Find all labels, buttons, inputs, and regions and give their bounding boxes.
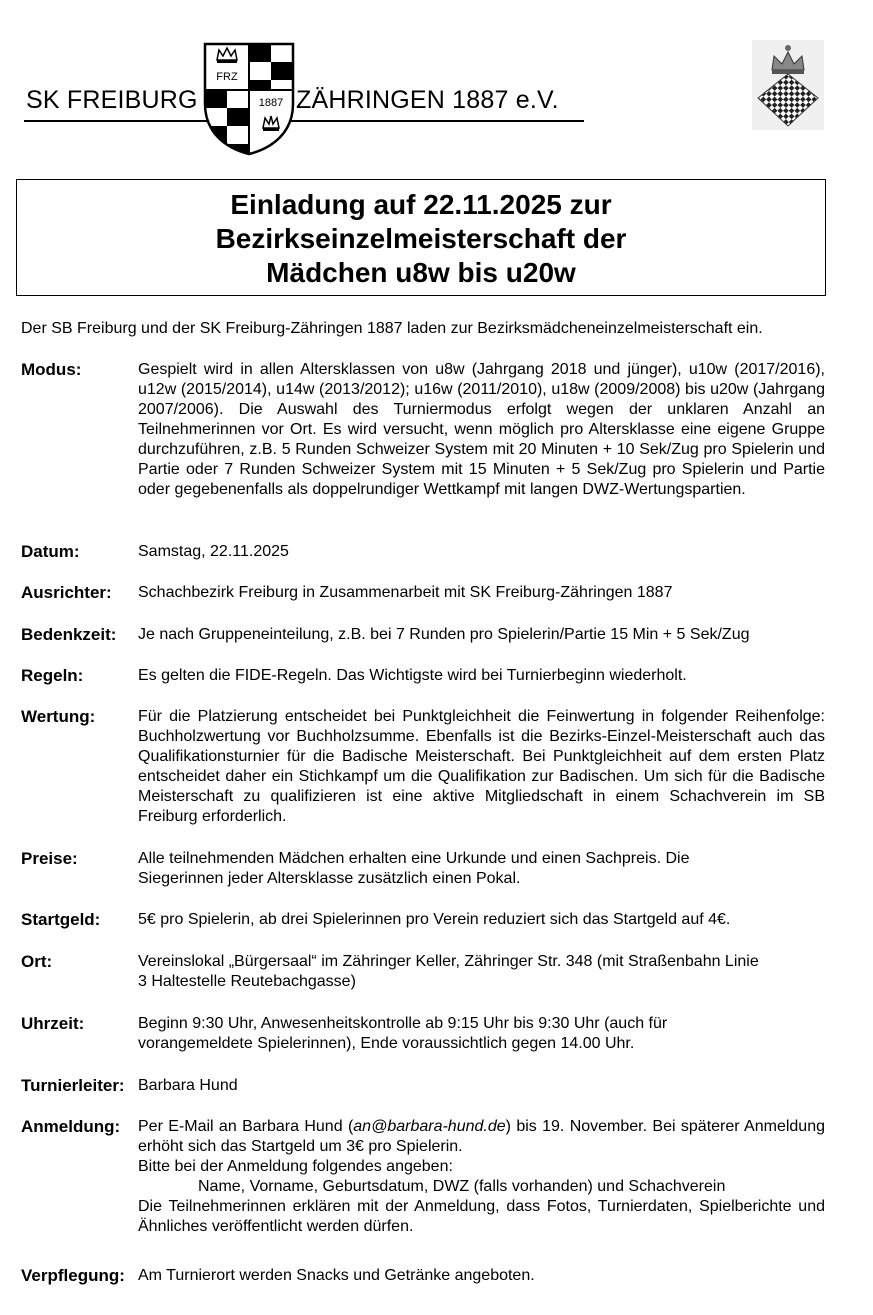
label-verpflegung: Verpflegung: xyxy=(21,1266,125,1285)
text-anmeldung-consent: Die Teilnehmerinnen erklären mit der Anmeldung, dass Fotos, Turnierdaten, Spielberichte und Ähnliches veröffentlicht werden dürfen. xyxy=(138,1198,825,1235)
text-anmeldung-request: Bitte bei der Anmeldung folgendes angeben: xyxy=(138,1158,453,1175)
label-regeln: Regeln: xyxy=(21,666,84,685)
text-bedenkzeit: Je nach Gruppeneinteilung, z.B. bei 7 Runden pro Spielerin/Partie 15 Min + 5 Sek/Zug xyxy=(138,626,750,643)
text-anmeldung xyxy=(138,1117,825,1237)
title-line-3: Mädchen u8w bis u20w xyxy=(266,257,576,288)
chess-crest-icon xyxy=(752,40,824,130)
text-ort xyxy=(138,952,825,992)
title-line-1: Einladung auf 22.11.2025 zur xyxy=(230,189,612,220)
label-turnierleiter: Turnierleiter: xyxy=(21,1076,125,1095)
title-box xyxy=(16,179,826,296)
title-line-2: Bezirkseinzelmeisterschaft der xyxy=(215,223,627,254)
label-anmeldung: Anmeldung: xyxy=(21,1117,121,1136)
text-preise-line-2: Siegerinnen jeder Altersklasse zusätzlich einen Pokal. xyxy=(138,870,521,887)
text-uhrzeit-line-1: Beginn 9:30 Uhr, Anwesenheitskontrolle ab 9:15 Uhr bis 9:30 Uhr (auch für xyxy=(138,1015,668,1032)
text-wertung: Für die Platzierung entscheidet bei Punktgleichheit die Feinwertung in folgender Reihenfolge: Buchholzwertung vor Buchholzsumme. Ebenfalls ist die Bezirks-Einzel-Meisterschaft auch das Qualifikationsturnier für die Badische Meisterschaft. Bei Punktgleichheit auf dem ersten Platz entscheidet daher ein Stichkampf um die Qualifikation zur Badischen. Um sich für die Badische Meisterschaft zu qualifizieren ist eine aktive Mitgliedschaft in einem Schachverein im SB Freiburg erforderlich. xyxy=(138,708,825,825)
text-anmeldung-fields: Name, Vorname, Geburtsdatum, DWZ (falls vorhanden) und Schachverein xyxy=(198,1178,726,1195)
text-datum: Samstag, 22.11.2025 xyxy=(138,543,289,560)
text-startgeld: 5€ pro Spielerin, ab drei Spielerinnen pro Verein reduziert sich das Startgeld auf 4€. xyxy=(138,911,731,928)
club-shield-logo xyxy=(203,42,295,156)
text-uhrzeit xyxy=(138,1014,825,1054)
label-datum: Datum: xyxy=(21,542,80,561)
label-ausrichter: Ausrichter: xyxy=(21,583,112,602)
text-ort-line-1: Vereinslokal „Bürgersaal“ im Zähringer Keller, Zähringer Str. 348 (mit Straßenbahn Linie xyxy=(138,953,759,970)
letterhead-rule xyxy=(24,120,584,122)
text-anmeldung-intro xyxy=(138,1117,825,1157)
letterhead xyxy=(0,0,873,165)
label-ort: Ort: xyxy=(21,952,53,971)
text-regeln: Es gelten die FIDE-Regeln. Das Wichtigste wird bei Turnierbeginn wiederholt. xyxy=(138,667,687,684)
text-preise xyxy=(138,849,825,889)
text-anmeldung-after: ) bis 19. November. Bei späterer Anmeldung erhöht sich das Startgeld um 3€ pro Spielerin. xyxy=(138,1118,825,1155)
shield-frz-text: FRZ xyxy=(216,71,238,83)
text-turnierleiter: Barbara Hund xyxy=(138,1077,238,1094)
label-uhrzeit: Uhrzeit: xyxy=(21,1014,85,1033)
label-startgeld: Startgeld: xyxy=(21,910,101,929)
text-ort-line-2: 3 Haltestelle Reutebachgasse) xyxy=(138,973,356,990)
label-modus: Modus: xyxy=(21,360,82,379)
label-bedenkzeit: Bedenkzeit: xyxy=(21,625,117,644)
intro-text: Der SB Freiburg und der SK Freiburg-Zähringen 1887 laden zur Bezirksmädcheneinzelmeisterschaft ein. xyxy=(21,320,763,337)
club-name-left: SK FREIBURG xyxy=(26,86,198,114)
label-preise: Preise: xyxy=(21,849,78,868)
anmeldung-email-link[interactable]: an@barbara-hund.de xyxy=(353,1118,506,1135)
text-preise-line-1: Alle teilnehmenden Mädchen erhalten eine Urkunde und einen Sachpreis. Die xyxy=(138,850,690,867)
label-wertung: Wertung: xyxy=(21,707,96,726)
shield-year-text: 1887 xyxy=(258,97,284,109)
text-anmeldung-before: Per E-Mail an Barbara Hund ( xyxy=(138,1118,354,1135)
text-uhrzeit-line-2: vorangemeldete Spielerinnen), Ende voraussichtlich gegen 14.00 Uhr. xyxy=(138,1035,635,1052)
text-modus: Gespielt wird in allen Altersklassen von u8w (Jahrgang 2018 und jünger), u10w (2017/2016), u12w (2015/2014), u14w (2013/2012); u16w (2011/2010), u18w (2009/2008) bis u20w (Jahrgang 2007/2006). Die Auswahl des Turniermodus erfolgt wegen der unklaren Anzahl an Teilnehmerinnen vor Ort. Es wird versucht, wenn möglich pro Altersklasse eine eigene Gruppe durchzuführen, z.B. 5 Runden Schweizer System mit 20 Minuten + 10 Sek/Zug pro Spielerin und Partie oder 7 Runden Schweizer System mit 15 Minuten + 5 Sek/Zug pro Spielerin und Partie oder gegebenenfalls als doppelrundiger Wettkampf mit langen DWZ-Wertungspartien. xyxy=(138,361,825,498)
text-verpflegung: Am Turnierort werden Snacks und Getränke angeboten. xyxy=(138,1267,535,1284)
club-name-right: ZÄHRINGEN 1887 e.V. xyxy=(296,86,559,114)
text-ausrichter: Schachbezirk Freiburg in Zusammenarbeit mit SK Freiburg-Zähringen 1887 xyxy=(138,584,673,601)
